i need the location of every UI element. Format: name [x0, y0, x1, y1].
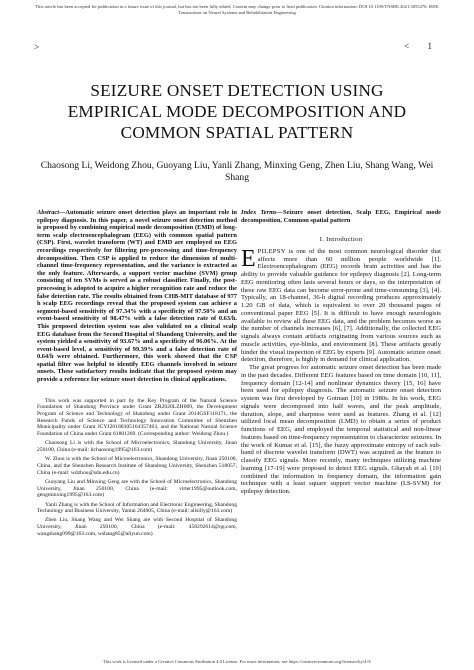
footnote: W. Zhou is with the School of Microelectronics, Shandong University, Jinan 250100, China, and the Shenzhen Research Institute of Shandong University, Shenzhen 518057, China (e-mail: wdzhou@sdu.edu.cn) — [37, 456, 237, 476]
index-terms-label: Index Terms — [241, 209, 277, 216]
drop-cap: E — [241, 245, 256, 272]
banner-line-2: Transactions on Neural Systems and Rehabilitation Engineering — [178, 9, 296, 15]
footnote: This work was supported in part by the Key Program of the Natural Science Foundation of Shandong Province under Grant ZR2020LZH009, the Development Program of Science and Technology of Shandong under Grant 2014GSF118171, the Research Funds of Science and Technology Innovation Committee of Shenzhen Municipality under Grant JCYJ20180305164357463, and the National Natural Science Foundation of China under Grant 61801269. (Corresponding author: Weidong Zhou.) — [37, 397, 237, 438]
footnotes — [37, 398, 237, 538]
abstract-label: Abstract — [37, 209, 60, 216]
nav-left-marker: > — [34, 42, 40, 52]
intro-paragraph-1 — [241, 245, 441, 364]
paper-title — [20, 80, 454, 143]
footnote: Zhen Liu, Shang Wang and Wei Shang are with Second Hospital of Shandong University, Jinan 250100, China (e-mail: 458292614@qq.com, wangshang099@163.com, wshang85@aliyun.com) — [37, 517, 237, 537]
index-terms — [241, 209, 441, 224]
right-column — [241, 209, 441, 496]
left-column — [37, 209, 237, 540]
footnote: Guoyang Liu and Minxing Geng are with the School of Microelectronics, Shandong University, Jinan 250100, China (e-mail: virter1995@outlook.com, gengminxing1995@163.com) — [37, 478, 237, 499]
footnote: Yanli Zhang is with the School of Information and Electronic Engineering, Shandong Technology and Business University, Yantai 264005, China (e-mail: allsilly@163.com) — [37, 501, 237, 515]
license-footer: This work is licensed under a Creative Commons Attribution 4.0 License. For more information, see https://creativecommons.org/licenses/by/4.0/ — [102, 659, 372, 664]
abstract-text: —Automatic seizure onset detection plays an important role in epilepsy diagnosis. In this paper, a novel seizure onset detection method is proposed by combining empirical mode decomposition (EMD) of long-term scalp electroencephalogram (EEG) with common spatial pattern (CSP). First, wavelet transform (WT) and EMD are employed on EEG recordings respectively for filtering pre-processing and time-frequency decomposition. Then CSP is applied to reduce the dimension of multi-channel time-frequency representation, and the variance is extracted as the only feature. Afterwards, a support vector machine (SVM) group consisting of ten SVMs is served as a robust classifier. Finally, the post-processing is adopted to acquire a higher recognition rate and reduce the false detection rate. The results obtained from CHB-MIT database of 977 h scalp EEG recordings reveal that the proposed system can achieve a segment-based sensitivity of 97.34% with a specificity of 97.50% and an event-based sensitivity of 98.47% with a false detection rate of 0.63/h. This proposed detection system was also validated on a clinical scalp EEG database from the Second Hospital of Shandong University, and the system yielded a sensitivity of 93.67% and a specificity of 96.06%. At the event-based level, a sensitivity of 99.39% and a false detection rate of 0.64/h were obtained. Furthermore, this work showed that the CSP spatial filter was helpful to identify EEG channels involved in seizure onsets. These satisfactory results indicate that the proposed system may provide a reference for seizure onset detection in clinical applications. — [37, 209, 237, 384]
title-line: COMMON SPATIAL PATTERN — [120, 123, 354, 142]
section-heading-introduction: I. Introduction — [319, 236, 363, 244]
abstract — [37, 209, 237, 384]
nav-right-page-number: < 1 — [404, 41, 440, 51]
index-terms-text: —Seizure onset detection, Scalp EEG, Empirical mode decomposition, Common spatial pattern — [241, 209, 441, 224]
intro-paragraph-2: The great progress for automatic seizure onset detection has been made in the past decades. Different EEG features based on time domain [10, 11], frequency domain [12-14] and nonlinear dynamics theory [15, 16] have been used for epilepsy diagnosis. The automatic seizure onset detection system was first developed by Gotman [10] in 1980s. In his work, EEG signals were decomposed into half waves, and the peak amplitude, duration, slope, and sharpness were used as features. Zhang et al. [12] utilized local mean decomposition (LMD) to obtain a series of product functions of EEG, and employed the temporal statistical and non-linear features based on time-frequency representation to characterize seizures. In the work of Kumar et al. [15], the fuzzy approximate entropy of each sub-band of discrete wavelet transform (DWT) was acquired as the feature to classify EEG signals. More recently, many techniques utilizing machine learning [17-19] were proposed to detect EEG signals. Ghayab et al. [19] combined the information in frequency domain, the information gain technique with a least square support vector machine (LS-SVM) for epilepsy detection. — [241, 364, 441, 496]
journal-banner — [8, 4, 466, 16]
banner-line-1: This article has been accepted for publication in a future issue of this journal, but has not been fully edited. Content may change prior to final publication. Citation information: DOI 10.1109/TNSRE.2021.3055276, IEEE — [35, 4, 439, 9]
intro-paragraph-1-text: is one of the most common neurological disorder that affects more than 60 million people worldwide [1]. Electroencephalogram (EEG) records brain activities and has the ability to provide valuable guidance for epilepsy diagnosis [2]. Long-term EEG monitoring often lasts several hours or days, so the interpretation of these raw EEG data can become error-prone and time-consuming [3], [4]. Typically, an 18-channel, 36-h digital recording produces approximately 1.20 GB of data, which is equivalent to over 20 thousand pages of conventional paper EEG [5]. It is difficult to have enough neurologists available to review all these EEG data, and the problem becomes worse as the number of channels increases [6], [7]. Additionally, the collected EEG signals always contain artifacts originating from various sources such as muscle activities, eye-blinks, and environment [8]. These artifacts greatly hinder the visual inspection of EEG by experts [9]. Automatic seizure onset detection, therefore, is highly in demand for clinical application. — [241, 247, 441, 364]
intro-first-word: PILEPSY — [257, 247, 286, 255]
title-line: EMPIRICAL MODE DECOMPOSITION AND — [67, 102, 407, 121]
title-line: SEIZURE ONSET DETECTION USING — [90, 81, 384, 100]
author-list: Chaosong Li, Weidong Zhou, Guoyang Liu, Yanli Zhang, Minxing Geng, Zhen Liu, Shang Wang, Wei Shang — [40, 160, 434, 183]
footnote: Chaosong Li is with the School of Microelectronics, Shandong University, Jinan 250100, China (e-mail: lichaosong1995@163.com) — [37, 440, 237, 454]
